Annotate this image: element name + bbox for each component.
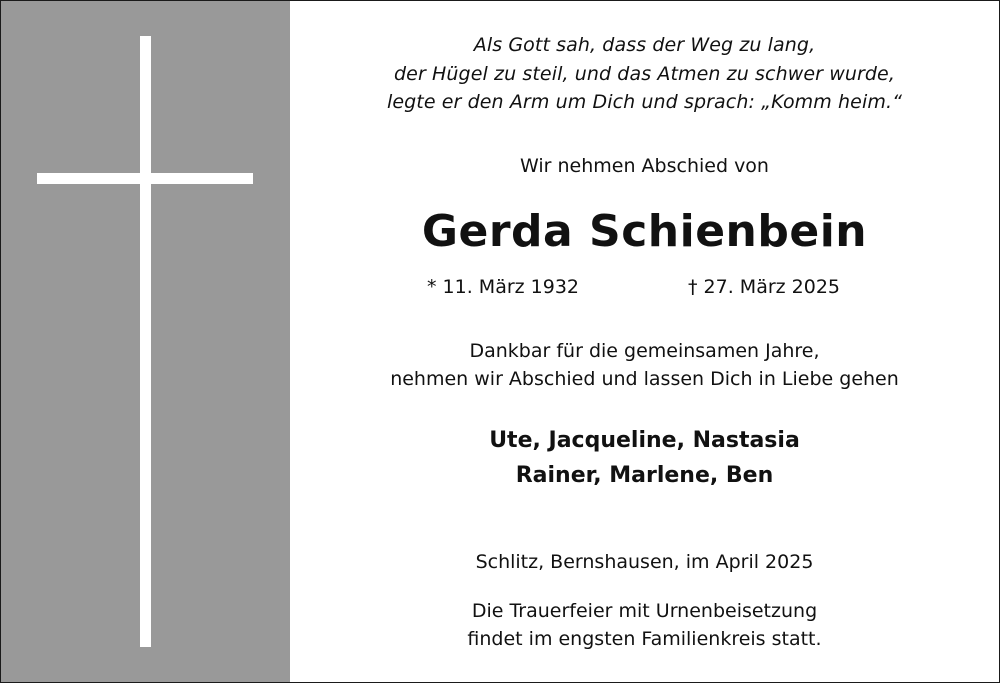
ceremony-line-1: Die Trauerfeier mit Urnenbeisetzung	[471, 600, 818, 622]
family-line-2: Rainer, Marlene, Ben	[515, 463, 774, 488]
gratitude-line-1: Dankbar für die gemeinsamen Jahre,	[469, 340, 820, 362]
death-date: † 27. März 2025	[688, 276, 841, 298]
cross-icon-beam	[37, 173, 253, 184]
notice-content	[290, 1, 999, 682]
verse-line-2: der Hügel zu steil, und das Atmen zu schwer wurde,	[394, 63, 895, 85]
intro-text: Wir nehmen Abschied von	[520, 155, 769, 177]
verse-line-3: legte er den Arm um Dich und sprach: „Komm heim.“	[386, 91, 903, 113]
side-panel	[1, 1, 290, 682]
place-date: Schlitz, Bernshausen, im April 2025	[475, 551, 814, 573]
cross-icon	[140, 36, 151, 647]
ceremony-line-2: findet im engsten Familienkreis statt.	[467, 628, 822, 650]
verse-line-1: Als Gott sah, dass der Weg zu lang,	[473, 34, 816, 56]
gratitude-line-2: nehmen wir Abschied und lassen Dich in Liebe gehen	[390, 368, 899, 390]
birth-date: * 11. März 1932	[427, 276, 580, 298]
family-line-1: Ute, Jacqueline, Nastasia	[489, 428, 800, 453]
deceased-name: Gerda Schienbein	[421, 206, 868, 257]
